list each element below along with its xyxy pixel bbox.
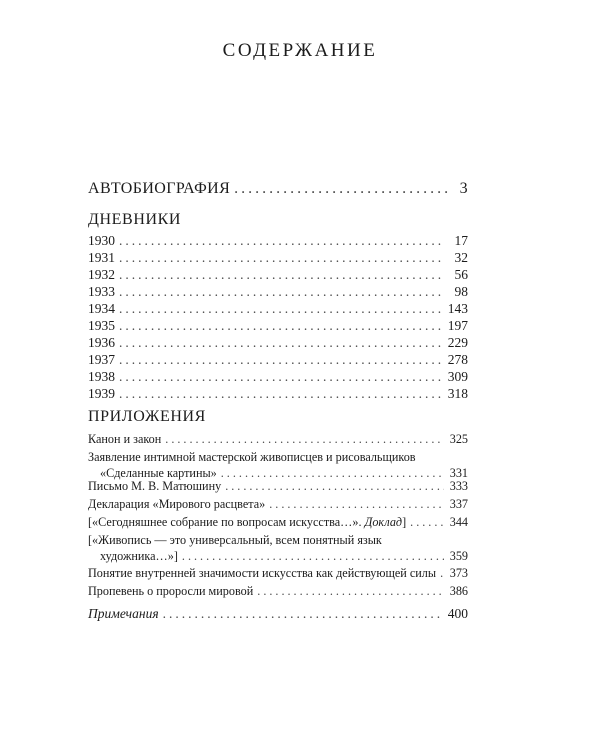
leader-dots — [119, 250, 444, 266]
toc-entry-notes[interactable] — [88, 606, 468, 622]
toc-entry-zayavlenie-line1[interactable]: Заявление интимной мастерской живописцев и рисовальщиков — [88, 450, 416, 464]
toc-page: 337 — [449, 497, 468, 511]
toc-label: Примечания — [88, 606, 159, 621]
leader-dots — [119, 352, 444, 368]
toc-label-italic: Доклад — [364, 515, 403, 529]
leader-dots — [119, 301, 444, 317]
toc-entry-deklaratsiya[interactable] — [88, 497, 468, 512]
toc-label: художника…»] — [100, 549, 178, 563]
leader-dots — [165, 432, 444, 447]
leader-dots — [269, 497, 444, 512]
leader-dots — [234, 180, 450, 198]
toc-page: 359 — [449, 549, 468, 563]
toc-page: 278 — [447, 352, 468, 367]
toc-label: 1938 — [88, 369, 115, 384]
toc-label: 1936 — [88, 335, 115, 350]
toc-label-main: [«Сегодняшнее собрание по вопросам искусства…». — [88, 515, 365, 529]
toc-page: 32 — [454, 250, 468, 265]
leader-dots — [182, 549, 444, 564]
section-heading-diaries: ДНЕВНИКИ — [88, 211, 182, 228]
toc-entry-1931[interactable] — [88, 250, 468, 266]
toc-page: 331 — [449, 466, 468, 480]
toc-page: 400 — [447, 606, 468, 621]
toc-label: Декларация «Мирового расцвета» — [88, 497, 266, 511]
leader-dots — [440, 566, 444, 581]
toc-page: 344 — [449, 515, 468, 529]
toc-label: 1934 — [88, 301, 115, 316]
toc-page: 229 — [447, 335, 468, 350]
leader-dots — [163, 606, 444, 622]
toc-page: 3 — [459, 180, 468, 197]
toc-entry-zhivopis-line1[interactable]: [«Живопись — это универсальный, всем понятный язык — [88, 533, 382, 547]
leader-dots — [119, 233, 444, 249]
toc-label: АВТОБИОГРАФИЯ — [88, 180, 231, 197]
toc-entry-autobiography[interactable] — [88, 180, 468, 198]
toc-entry-kanon[interactable] — [88, 432, 468, 447]
toc-page: 373 — [449, 566, 468, 580]
leader-dots — [119, 284, 444, 300]
toc-page: 386 — [449, 584, 468, 598]
toc-entry-sobranie[interactable] — [88, 515, 468, 530]
toc-entry-1936[interactable] — [88, 335, 468, 351]
toc-entry-1930[interactable] — [88, 233, 468, 249]
toc-page: 197 — [447, 318, 468, 333]
toc-page: 17 — [454, 233, 468, 248]
toc-label: Пропевень о проросли мировой — [88, 584, 254, 598]
toc-entry-1932[interactable] — [88, 267, 468, 283]
toc-label: Понятие внутренней значимости искусства как действующей силы — [88, 566, 437, 580]
toc-entry-1934[interactable] — [88, 301, 468, 317]
section-heading-appendices: ПРИЛОЖЕНИЯ — [88, 408, 206, 425]
toc-entry-1935[interactable] — [88, 318, 468, 334]
toc-label: 1939 — [88, 386, 115, 401]
toc-entry-pismo[interactable] — [88, 479, 468, 494]
leader-dots — [119, 335, 444, 351]
toc-entry-propeven[interactable] — [88, 584, 468, 599]
toc-entry-ponyatie[interactable] — [88, 566, 468, 581]
toc-label: 1937 — [88, 352, 115, 367]
leader-dots — [410, 515, 444, 530]
toc-label: 1931 — [88, 250, 115, 265]
toc-page: 325 — [449, 432, 468, 446]
leader-dots — [225, 479, 444, 494]
toc-label: 1932 — [88, 267, 115, 282]
toc-page: 98 — [454, 284, 468, 299]
leader-dots — [119, 318, 444, 334]
toc-label: «Сделанные картины» — [100, 466, 217, 480]
toc-label — [88, 515, 406, 530]
toc-entry-1933[interactable] — [88, 284, 468, 300]
toc-entry-1939[interactable] — [88, 386, 468, 402]
leader-dots — [119, 369, 444, 385]
toc-page: 318 — [447, 386, 468, 401]
toc-entry-1937[interactable] — [88, 352, 468, 368]
leader-dots — [257, 584, 444, 599]
toc-page: 56 — [454, 267, 468, 282]
toc-entry-1938[interactable] — [88, 369, 468, 385]
toc-label: 1933 — [88, 284, 115, 299]
toc-label-close: ] — [402, 515, 407, 529]
page-title: СОДЕРЖАНИЕ — [222, 40, 378, 61]
toc-label: Письмо М. В. Матюшину — [88, 479, 222, 493]
toc-page: 143 — [447, 301, 468, 316]
leader-dots — [119, 386, 444, 402]
toc-page: 309 — [447, 369, 468, 384]
toc-entry-zhivopis[interactable] — [100, 549, 468, 564]
toc-page: 333 — [449, 479, 468, 493]
toc-label: Канон и закон — [88, 432, 162, 446]
toc-label: 1935 — [88, 318, 115, 333]
toc-label: 1930 — [88, 233, 115, 248]
leader-dots — [119, 267, 444, 283]
